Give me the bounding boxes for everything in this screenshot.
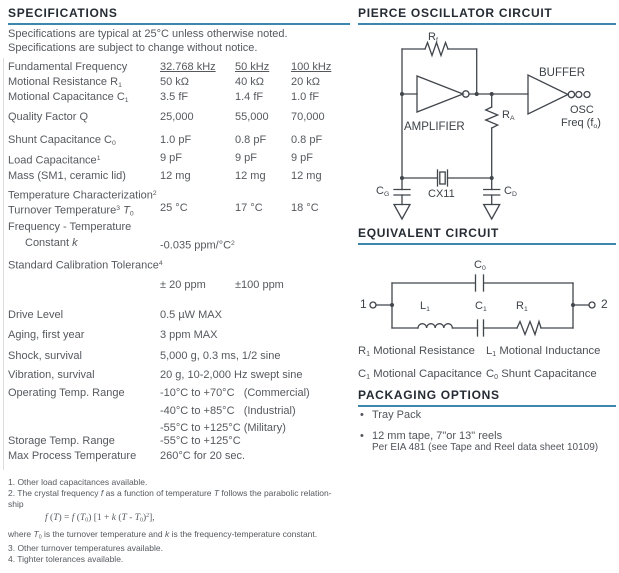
- rf-label: $R_f$: [428, 31, 438, 45]
- spec-row-label: Temperature Characterization$^2$: [8, 189, 157, 202]
- spec-row-label: Vibration, survival: [8, 369, 95, 381]
- r1-label: $R_1$: [516, 300, 528, 314]
- spec-row-label: Shock, survival: [8, 350, 82, 362]
- osc-freq-label: Freq $(f_o)$: [561, 117, 601, 131]
- spec-row-label: Frequency - Temperature: [8, 221, 132, 233]
- spec-row-value: 3.5 fF: [160, 91, 189, 103]
- spec-row-value: 12 mg: [235, 170, 266, 182]
- legend-row: [358, 342, 618, 365]
- spec-row-label: Drive Level: [8, 309, 64, 321]
- c1-label: $C_1$: [475, 300, 487, 314]
- spec-row: [8, 434, 353, 450]
- spec-row: [8, 308, 353, 324]
- spec-row: [8, 169, 353, 185]
- spec-row-label: Standard Calibration Tolerance$^4$: [8, 259, 163, 272]
- spec-row-value: 3 ppm MAX: [160, 329, 218, 341]
- bullet-item: [358, 430, 616, 455]
- spec-row-label: Operating Temp. Range: [8, 387, 125, 399]
- bullet-line: Tray Pack: [372, 409, 422, 421]
- legend-item: $C_1$ Motional Capacitance: [358, 367, 482, 381]
- spec-row-label: Motional Capacitance $C_1$: [8, 91, 129, 105]
- spec-row: [8, 349, 353, 365]
- spec-row: [8, 236, 353, 252]
- legend-item: $R_1$ Motional Resistance: [358, 345, 475, 359]
- spec-row-value: 0.8 pF: [235, 134, 267, 146]
- spec-row: [8, 256, 353, 272]
- bullet-icon: •: [360, 409, 364, 421]
- footnote-line: 2. The crystal frequency f as a function of temperature T follows the parabolic relation-: [8, 487, 332, 498]
- spec-row-label: Motional Resistance $R_1$: [8, 76, 122, 90]
- spec-row-value: 1.4 fF: [235, 91, 264, 103]
- pierce-title: PIERCE OSCILLATOR CIRCUIT: [358, 6, 616, 25]
- packaging-bullets: [358, 409, 616, 455]
- spec-row-value: 50 kHz: [235, 61, 270, 73]
- spec-row: [8, 60, 353, 76]
- spec-row-value: 1.0 pF: [160, 134, 192, 146]
- spec-row-value: 260°C for 20 sec.: [160, 450, 246, 462]
- specifications-title: SPECIFICATIONS: [8, 6, 350, 25]
- spec-row-label: Mass (SM1, ceramic lid): [8, 170, 126, 182]
- bullet-line: 12 mm tape, 7"or 13" reels: [372, 429, 503, 442]
- spec-row-value: 25 °C: [160, 202, 188, 214]
- footnote-line: 1. Other load capacitances available.: [8, 477, 148, 487]
- spec-row: [8, 90, 353, 106]
- spec-row-value: 20 g, 10-2,000 Hz swept sine: [160, 369, 303, 381]
- spec-row-value: -0.035 ppm/$^\circ C^2$: [160, 239, 235, 252]
- bullet-icon: •: [360, 429, 364, 442]
- spec-row-value: ±100 ppm: [235, 279, 284, 291]
- spec-row-value: -55°C to +125°C (Military): [160, 422, 286, 434]
- spec-row-label: Shunt Capacitance $C_0$: [8, 134, 116, 148]
- spec-row-value: 20 kΩ: [291, 76, 321, 88]
- spec-row: [8, 449, 353, 465]
- legend-row: [358, 365, 618, 388]
- amplifier-label: AMPLIFIER: [404, 121, 465, 133]
- spec-row-value: 50 kΩ: [160, 76, 190, 88]
- spec-row-label: Load Capacitance$^1$: [8, 154, 101, 167]
- footnote-line: ship: [8, 498, 24, 509]
- spec-row: [8, 386, 353, 402]
- spec-row-value: 40 kΩ: [235, 76, 265, 88]
- bullet-item: [358, 409, 616, 422]
- spec-row-value: 1.0 fF: [291, 91, 320, 103]
- spec-row-value: 9 pF: [160, 152, 183, 164]
- spec-row: [8, 133, 353, 149]
- terminal-2-label: 2: [601, 297, 608, 311]
- spec-row-label: Constant k: [25, 237, 78, 249]
- footnote-line: 4. Tighter tolerances available.: [8, 554, 124, 565]
- spec-row-value: 70,000: [291, 111, 325, 123]
- spec-row: [8, 75, 353, 91]
- spec-row-label: Quality Factor Q: [8, 111, 89, 123]
- spec-intro-line: Specifications are typical at 25°C unless otherwise noted.: [8, 28, 288, 40]
- spec-row-value: -10°C to +70°C (Commercial): [160, 387, 310, 399]
- spec-row-value: 0.5 µW MAX: [160, 309, 222, 321]
- cg-label: $C_G$: [376, 185, 390, 199]
- ra-label: $R_A$: [502, 109, 515, 123]
- spec-row: [8, 151, 353, 167]
- cd-label: $C_D$: [504, 185, 517, 199]
- spec-row-value: 32.768 kHz: [160, 61, 216, 73]
- table-left-border: [3, 58, 4, 470]
- spec-row-label: Storage Temp. Range: [8, 435, 115, 447]
- spec-row-value: -55°C to +125°C: [160, 435, 241, 447]
- footnote-line: 3. Other turnover temperatures available.: [8, 543, 163, 554]
- footnote-formula: f (T) = f $(T_0) [1 + k$ $(T - T_0)^2$],: [45, 513, 155, 525]
- legend-item: $C_0$ Shunt Capacitance: [486, 367, 597, 381]
- spec-table: [8, 60, 353, 465]
- crystal-label: CX11: [428, 188, 455, 200]
- spec-row-value: 12 mg: [291, 170, 322, 182]
- l1-label: $L_1$: [420, 300, 430, 314]
- spec-row: [8, 278, 353, 294]
- spec-intro: [8, 28, 288, 55]
- spec-row: [8, 110, 353, 126]
- legend-item: $L_1$ Motional Inductance: [486, 345, 601, 359]
- spec-row: [8, 368, 353, 384]
- spec-intro-line: Specifications are subject to change without notice.: [8, 41, 258, 54]
- spec-row-value: 100 kHz: [291, 61, 332, 73]
- pierce-circuit-diagram: [358, 28, 618, 238]
- spec-row: [8, 201, 353, 217]
- equivalent-legend: [358, 342, 618, 387]
- equivalent-circuit-schematic: [358, 253, 618, 345]
- pierce-circuit-schematic: [358, 28, 618, 238]
- footnote-line: where $T_0$ is the turnover temperature and k is the frequency-temperature constant.: [8, 528, 318, 541]
- spec-row-label: Turnover Temperature$^3$ $T_0$: [8, 204, 134, 218]
- spec-row-value: 18 °C: [291, 202, 319, 214]
- spec-row-value: 0.8 pF: [291, 134, 323, 146]
- bullet-line: Per EIA 481 (see Tape and Reel data sheet 10109): [372, 442, 599, 453]
- spec-row: [8, 404, 353, 420]
- spec-row-value: -40°C to +85°C (Industrial): [160, 405, 296, 417]
- buffer-label: BUFFER: [539, 67, 585, 79]
- spec-row-label: Max Process Temperature: [8, 450, 137, 462]
- spec-row-label: Aging, first year: [8, 329, 85, 341]
- c0-label: $C_0$: [474, 259, 486, 273]
- spec-row-value: 12 mg: [160, 170, 191, 182]
- spec-row-value: 5,000 g, 0.3 ms, 1/2 sine: [160, 350, 281, 362]
- spec-row: [8, 186, 353, 202]
- spec-row-value: ± 20 ppm: [160, 279, 206, 291]
- spec-row-value: 9 pF: [291, 152, 314, 164]
- spec-row: [8, 220, 353, 236]
- spec-row-value: 9 pF: [235, 152, 258, 164]
- spec-row: [8, 328, 353, 344]
- spec-row-value: 25,000: [160, 111, 194, 123]
- footnotes: [8, 477, 353, 565]
- equivalent-circuit-diagram: [358, 253, 618, 345]
- packaging-title: PACKAGING OPTIONS: [358, 388, 616, 407]
- spec-row-value: 17 °C: [235, 202, 263, 214]
- terminal-1-label: 1: [360, 297, 367, 311]
- equivalent-title: EQUIVALENT CIRCUIT: [358, 226, 616, 245]
- spec-row-label: Fundamental Frequency: [8, 61, 128, 73]
- spec-row-value: 55,000: [235, 111, 269, 123]
- osc-label: OSC: [570, 104, 594, 116]
